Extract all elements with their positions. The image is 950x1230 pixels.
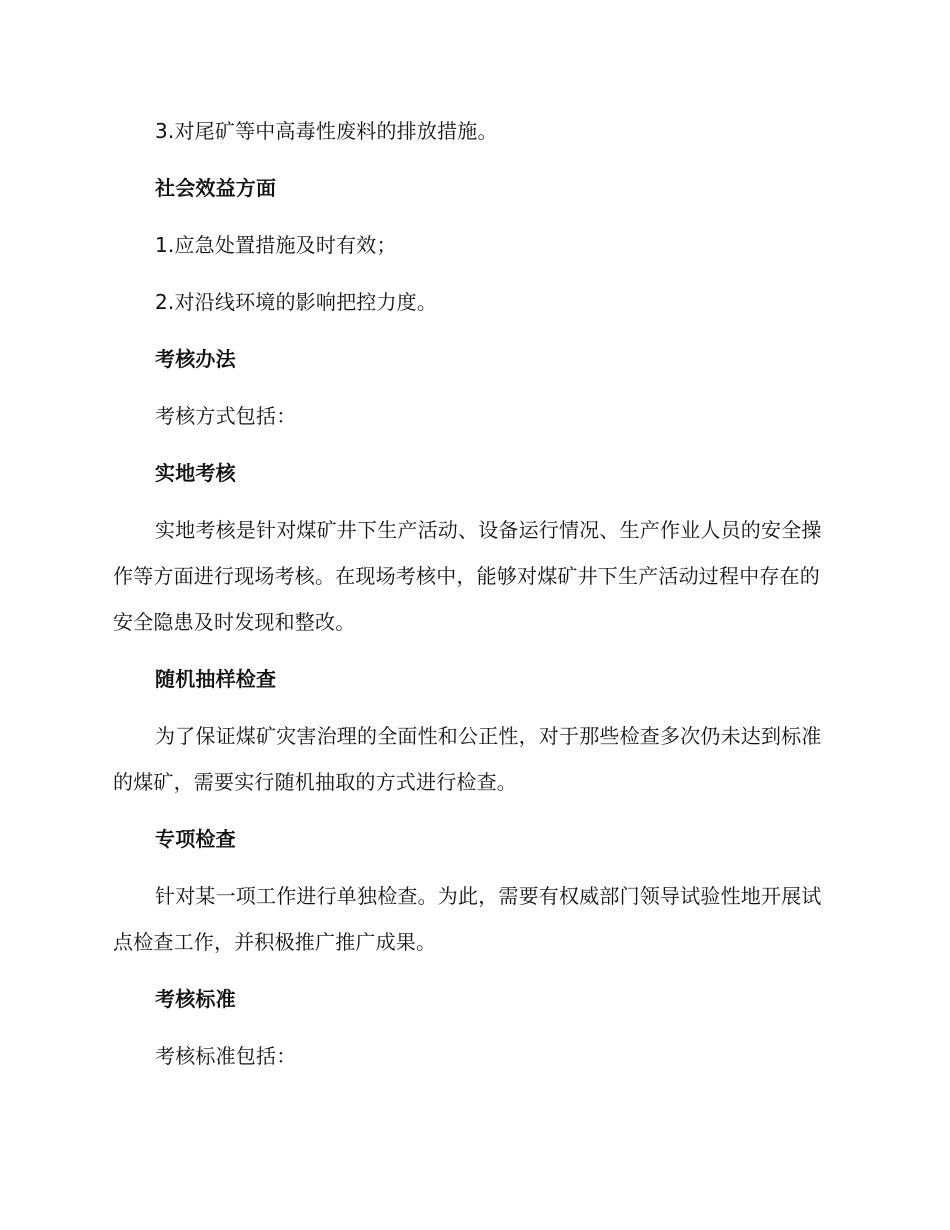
paragraph-onsite-assessment: 实地考核是针对煤矿井下生产活动、设备运行情况、生产作业人员的安全操作等方面进行现场考核。在现场考核中，能够对煤矿井下生产活动过程中存在的安全隐患及时发现和整改。 <box>113 518 822 634</box>
paragraph-assessment-methods-intro: 考核方式包括： <box>155 404 297 428</box>
paragraph-emergency-measures: 1.应急处置措施及时有效； <box>155 233 397 257</box>
paragraph-tailings-measures: 3.对尾矿等中高毒性废料的排放措施。 <box>155 119 498 143</box>
heading-special-inspection: 专项检查 <box>155 827 236 851</box>
paragraph-random-sampling: 为了保证煤矿灾害治理的全面性和公正性，对于那些检查多次仍未达到标准的煤矿，需要实行随机抽取的方式进行检查。 <box>113 724 822 794</box>
heading-onsite-assessment: 实地考核 <box>155 461 236 485</box>
paragraph-assessment-standards-intro: 考核标准包括： <box>155 1044 297 1068</box>
document-body <box>113 108 833 1090</box>
paragraph-environment-control: 2.对沿线环境的影响把控力度。 <box>155 290 438 314</box>
heading-random-sampling: 随机抽样检查 <box>155 667 277 691</box>
heading-social-benefits: 社会效益方面 <box>155 176 277 200</box>
heading-assessment-standards: 考核标准 <box>155 987 236 1011</box>
heading-assessment-methods: 考核办法 <box>155 347 236 371</box>
paragraph-special-inspection: 针对某一项工作进行单独检查。为此，需要有权威部门领导试验性地开展试点检查工作，并积极推广推广成果。 <box>113 884 822 954</box>
